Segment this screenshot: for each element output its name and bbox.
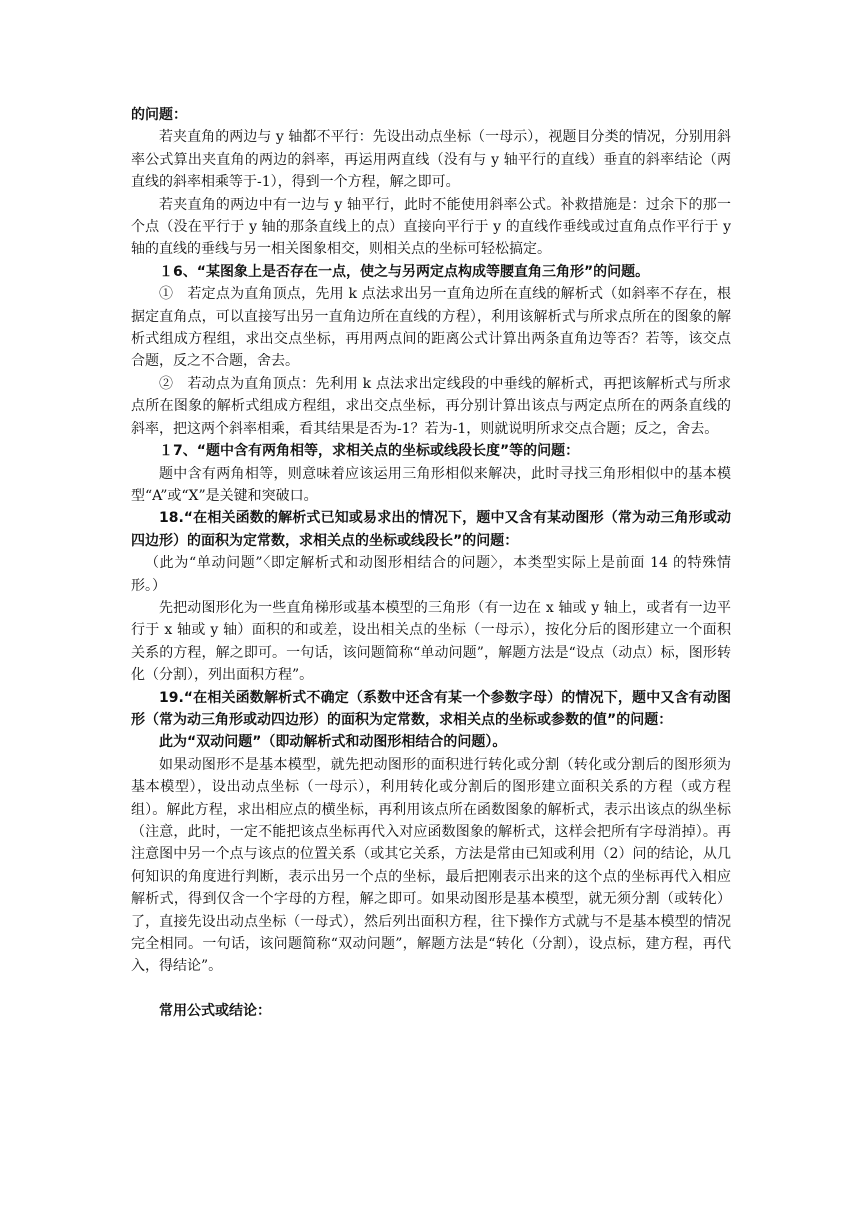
document-body (131, 104, 731, 1022)
spacer (131, 978, 731, 1000)
paragraph: 先把动图形化为一些直角梯形或基本模型的三角形（有一边在 x 轴或 y 轴上，或者有一边平行于 x 轴或 y 轴）面积的和或差，设出相关点的坐标（一母示），按化分后的图形建立一个面积关系的方程，解之即可。一句话，该问题简称“单动问题”，解题方法是“设点（动点）标，图形转化（分割），列出面积方程”。 (131, 599, 731, 684)
section-tail-heading: 的问题： (131, 107, 187, 123)
section-heading-formulas: 常用公式或结论： (159, 1002, 271, 1019)
section-heading-18: 18.“在相关函数的解析式已知或易求出的情况下，题中又含有某动图形（常为动三角形或动四边形）的面积为定常数，求相关点的坐标或线段长”的问题： (131, 510, 731, 549)
paragraph: （此为“单动问题”〈即定解析式和动图形相结合的问题〉，本类型实际上是前面 14 的特殊情形。） (131, 555, 731, 594)
paragraph: 如果动图形不是基本模型，就先把动图形的面积进行转化或分割（转化或分割后的图形须为基本模型），设出动点坐标（一母示），利用转化或分割后的图形建立面积关系的方程（或方程组）。解此方程，求出相应点的横坐标，再利用该点所在函数图象的解析式，表示出该点的纵坐标（注意，此时，一定不能把该点坐标再代入对应函数图象的解析式，这样会把所有字母消掉）。再注意图中另一个点与该点的位置关系（或其它关系，方法是常由已知或利用（2）问的结论，从几何知识的角度进行判断，表示出另一个点的坐标，最后把刚表示出来的这个点的坐标再代入相应解析式，得到仅含一个字母的方程，解之即可。如果动图形是基本模型，就无须分割（或转化）了，直接先设出动点坐标（一母式），然后列出面积方程，往下操作方式就与不是基本模型的情况完全相同。一句话，该问题简称“双动问题”，解题方法是“转化（分割），设点标，建方程，再代入，得结论”。 (131, 756, 731, 975)
paragraph: 若夹直角的两边与 y 轴都不平行：先设出动点坐标（一母示），视题目分类的情况，分别用斜率公式算出夹直角的两边的斜率，再运用两直线（没有与 y 轴平行的直线）垂直的斜率结论（两直线的斜率相乘等于-1），得到一个方程，解之即可。 (131, 129, 731, 191)
paragraph: 题中含有两角相等，则意味着应该运用三角形相似来解决，此时寻找三角形相似中的基本模型“A”或“X”是关键和突破口。 (131, 465, 731, 504)
paragraph: 若夹直角的两边中有一边与 y 轴平行，此时不能使用斜率公式。补救措施是：过余下的那一个点（没在平行于 y 轴的那条直线上的点）直接向平行于 y 的直线作垂线或过直角点作平行于 y 轴的直线的垂线与另一相关图象相交，则相关点的坐标可轻松搞定。 (131, 196, 731, 258)
section-heading-17: １7、“题中含有两角相等，求相关点的坐标或线段长度”等的问题： (159, 443, 580, 460)
paragraph: ① 若定点为直角顶点，先用 k 点法求出另一直角边所在直线的解析式（如斜率不存在，根据定直角点，可以直接写出另一直角边所在直线的方程），利用该解析式与所求点所在的图象的解析式组成方程组，求出交点坐标，再用两点间的距离公式计算出两条直角边等否？若等，该交点合题，反之不合题，舍去。 (131, 286, 731, 370)
paragraph: ② 若动点为直角顶点：先利用 k 点法求出定线段的中垂线的解析式，再把该解析式与所求点所在图象的解析式组成方程组，求出交点坐标，再分别计算出该点与两定点所在的两条直线的斜率，把这两个斜率相乘，看其结果是否为-1？若为-1，则就说明所求交点合题；反之，舍去。 (131, 375, 731, 437)
section-heading-19: 19.“在相关函数解析式不确定（系数中还含有某一个参数字母）的情况下，题中又含有动图形（常为动三角形或动四边形）的面积为定常数，求相关点的坐标或参数的值”的问题： (131, 689, 731, 728)
subheading: 此为“双动问题”（即动解析式和动图形相结合的问题）。 (159, 734, 507, 751)
section-heading-16: １6、“某图象上是否存在一点，使之与另两定点构成等腰直角三角形”的问题。 (159, 263, 650, 280)
